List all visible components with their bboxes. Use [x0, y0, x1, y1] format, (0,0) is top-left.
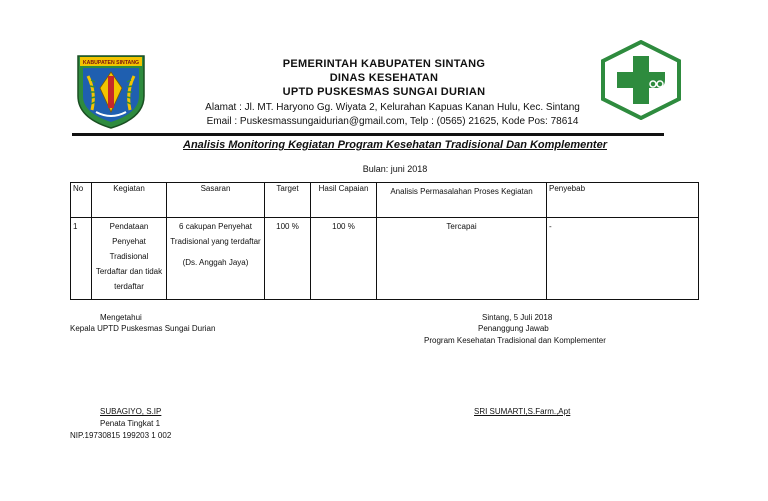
cell-target: 100 % [265, 218, 311, 300]
left-signer-nip: NIP.19730815 199203 1 002 [70, 431, 172, 440]
col-header-analisis: Analisis Permasalahan Proses Kegiatan [377, 183, 547, 218]
header-contact: Email : Puskesmassungaidurian@gmail.com, Telp : (0565) 21625, Kode Pos: 78614 [206, 116, 579, 127]
puskesmas-cross-logo-icon [599, 40, 683, 120]
col-header-no: No [71, 183, 92, 218]
col-header-kegiatan: Kegiatan [92, 183, 167, 218]
right-place-date: Sintang, 5 Juli 2018 [482, 313, 553, 322]
cell-sasaran-main: 6 cakupan Penyehat Tradisional yang terdaftar [170, 222, 261, 246]
monitoring-table [70, 182, 699, 300]
header-government: PEMERINTAH KABUPATEN SINTANG [282, 58, 486, 70]
header-address: Alamat : Jl. MT. Haryono Gg. Wiyata 2, Kelurahan Kapuas Kanan Hulu, Kec. Sintang [205, 102, 580, 113]
col-header-penyebab: Penyebab [547, 183, 699, 218]
document-title: Analisis Monitoring Kegiatan Program Kesehatan Tradisional Dan Komplementer [183, 139, 607, 151]
left-acknowledge-label: Mengetahui [100, 313, 142, 322]
cell-analisis: Tercapai [377, 218, 547, 300]
right-signer-program: Program Kesehatan Tradisional dan Komplementer [424, 336, 606, 345]
svg-text:KABUPATEN SINTANG: KABUPATEN SINTANG [82, 60, 140, 66]
left-signer-name: SUBAGIYO, S.IP [100, 407, 162, 416]
header-institution: UPTD PUSKESMAS SUNGAI DURIAN [282, 86, 486, 98]
cell-sasaran [167, 218, 265, 300]
cell-hasil-capaian: 100 % [311, 218, 377, 300]
table-header-row [71, 183, 699, 218]
cell-no: 1 [71, 218, 92, 300]
cell-penyebab: - [547, 218, 699, 300]
report-month: Bulan: juni 2018 [362, 164, 428, 174]
left-signer-position: Kepala UPTD Puskesmas Sungai Durian [70, 324, 216, 333]
header-department: DINAS KESEHATAN [329, 72, 439, 84]
col-header-target: Target [265, 183, 311, 218]
letterhead [0, 0, 768, 140]
col-header-hasil-capaian: Hasil Capaian [311, 183, 377, 218]
left-signer-rank: Penata Tingkat 1 [100, 419, 161, 428]
right-signer-role: Penanggung Jawab [478, 324, 549, 333]
right-signer-name: SRI SUMARTI,S.Farm.,Apt [474, 407, 571, 416]
col-header-sasaran: Sasaran [167, 183, 265, 218]
header-divider-thick [72, 133, 664, 136]
table-row [71, 218, 699, 300]
cell-sasaran-note: (Ds. Anggah Jaya) [182, 258, 249, 267]
cell-kegiatan: Pendataan Penyehat Tradisional Terdaftar dan tidak terdaftar [92, 218, 167, 300]
